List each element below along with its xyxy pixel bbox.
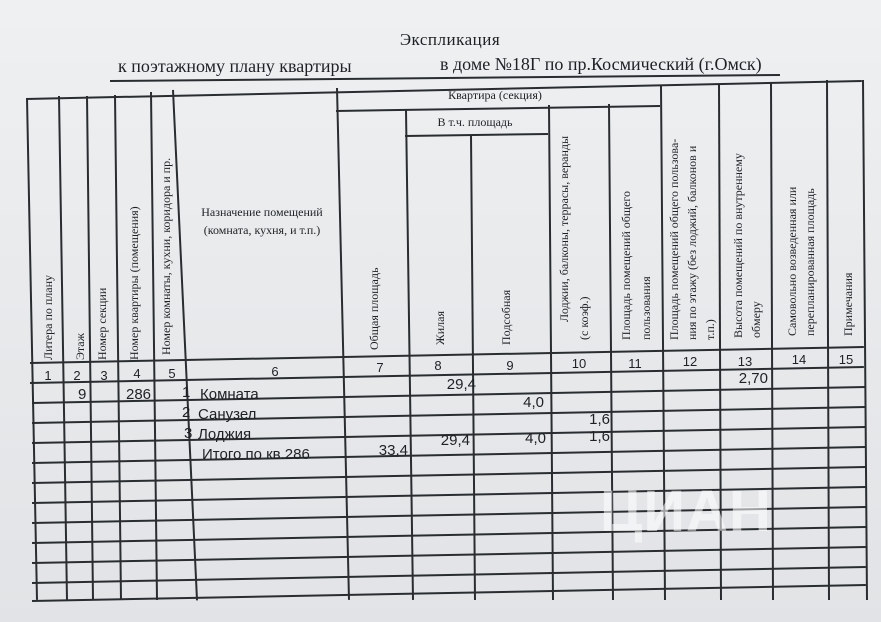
cell-height: 2,70: [738, 370, 768, 387]
col-header-3: Номер секции: [95, 287, 109, 360]
col-header-14-line1: Самовольно возведенная или: [785, 186, 799, 336]
table-column-line: [172, 90, 197, 600]
cell-floor: 9: [78, 386, 87, 403]
col-header-6-line1: Назначение помещений: [201, 205, 323, 219]
cell-name-2: Санузел: [198, 406, 257, 423]
col-header-8: Жилая: [433, 310, 447, 345]
cell-room-3: 3: [184, 425, 193, 442]
col-num-13: 13: [737, 354, 753, 369]
cell-living: 29,4: [446, 376, 476, 393]
col-num-1: 1: [44, 368, 52, 383]
col-header-13-line2: обмеру: [749, 301, 763, 338]
cell-total-aux: 4,0: [525, 430, 546, 447]
col-header-7: Общая площадь: [367, 267, 381, 350]
col-header-15: Примечания: [841, 272, 855, 336]
col-header-13-line1: Высота помещений по внутреннему: [731, 153, 745, 338]
col-header-9: Подсобная: [499, 289, 513, 345]
table-column-line: [86, 96, 93, 600]
col-num-14: 14: [791, 352, 807, 367]
col-header-1: Литера по плану: [41, 274, 55, 360]
col-header-12-line3: т.п.): [703, 319, 717, 340]
col-header-4: Номер квартиры (помещения): [127, 206, 141, 360]
subtitle-right: в доме №18Г по пр.Космический (г.Омск): [440, 54, 762, 74]
group-header: Квартира (секция): [448, 88, 542, 102]
table-column-line: [58, 96, 67, 600]
col-header-5: Номер комнаты, кухни, коридора и пр.: [159, 157, 173, 355]
col-num-3: 3: [100, 368, 108, 383]
col-num-6: 6: [271, 364, 279, 379]
table-row-line: [32, 406, 866, 423]
col-num-15: 15: [838, 352, 854, 367]
col-num-7: 7: [376, 360, 384, 375]
subgroup-header: В т.ч. площадь: [437, 115, 513, 129]
col-header-12-line2: ния по этажу (без лоджий, балконов и: [685, 145, 699, 340]
col-num-11: 11: [628, 356, 642, 371]
table-column-line: [862, 80, 867, 600]
col-header-10-line1: Лоджии, балконы, террасы, веранды: [557, 135, 571, 322]
cell-loggia-3: 1,6: [589, 411, 610, 428]
col-header-12-line1: Площадь помещений общего пользова-: [667, 138, 681, 340]
cell-aux-2: 4,0: [523, 394, 544, 411]
table-column-line: [150, 92, 157, 600]
col-header-6-line2: (комната, кухня, и т.п.): [203, 223, 321, 237]
cell-name-1: Комната: [200, 386, 259, 403]
col-num-4: 4: [133, 366, 141, 381]
cell-total-area: 33,4: [378, 442, 408, 459]
col-num-2: 2: [73, 368, 81, 383]
subtitle-left: к поэтажному плану квартиры: [118, 56, 352, 76]
group-header-line: [336, 105, 660, 111]
table-column-line: [336, 88, 349, 600]
table-row-line: [32, 546, 866, 563]
cell-apt: 286: [126, 386, 152, 403]
col-header-10-line2: (с коэф.): [577, 296, 591, 340]
watermark-logo: ЦИАН: [600, 479, 772, 544]
document-title: Экспликация: [399, 30, 501, 49]
col-header-14-line2: перепланированная площадь: [803, 188, 817, 336]
col-header-11-line2: пользования: [639, 276, 653, 340]
cell-room-1: 1: [182, 384, 191, 401]
col-num-9: 9: [506, 358, 514, 373]
cell-room-2: 2: [182, 404, 191, 421]
cell-total-living: 29,4: [440, 432, 470, 449]
cell-total-name: Итого по кв.286: [202, 446, 310, 463]
col-num-10: 10: [571, 356, 587, 371]
col-num-12: 12: [682, 354, 698, 369]
cell-name-3: Лоджия: [198, 426, 252, 443]
subgroup-header-line: [405, 133, 548, 136]
table-column-line: [26, 98, 37, 600]
col-num-8: 8: [434, 358, 442, 373]
col-header-2: Этаж: [73, 333, 87, 360]
cell-total-loggia: 1,6: [589, 428, 610, 445]
table-column-line: [114, 95, 121, 600]
col-num-5: 5: [168, 366, 176, 381]
col-header-11-line1: Площадь помещений общего: [619, 190, 633, 340]
table-column-line: [826, 80, 830, 600]
